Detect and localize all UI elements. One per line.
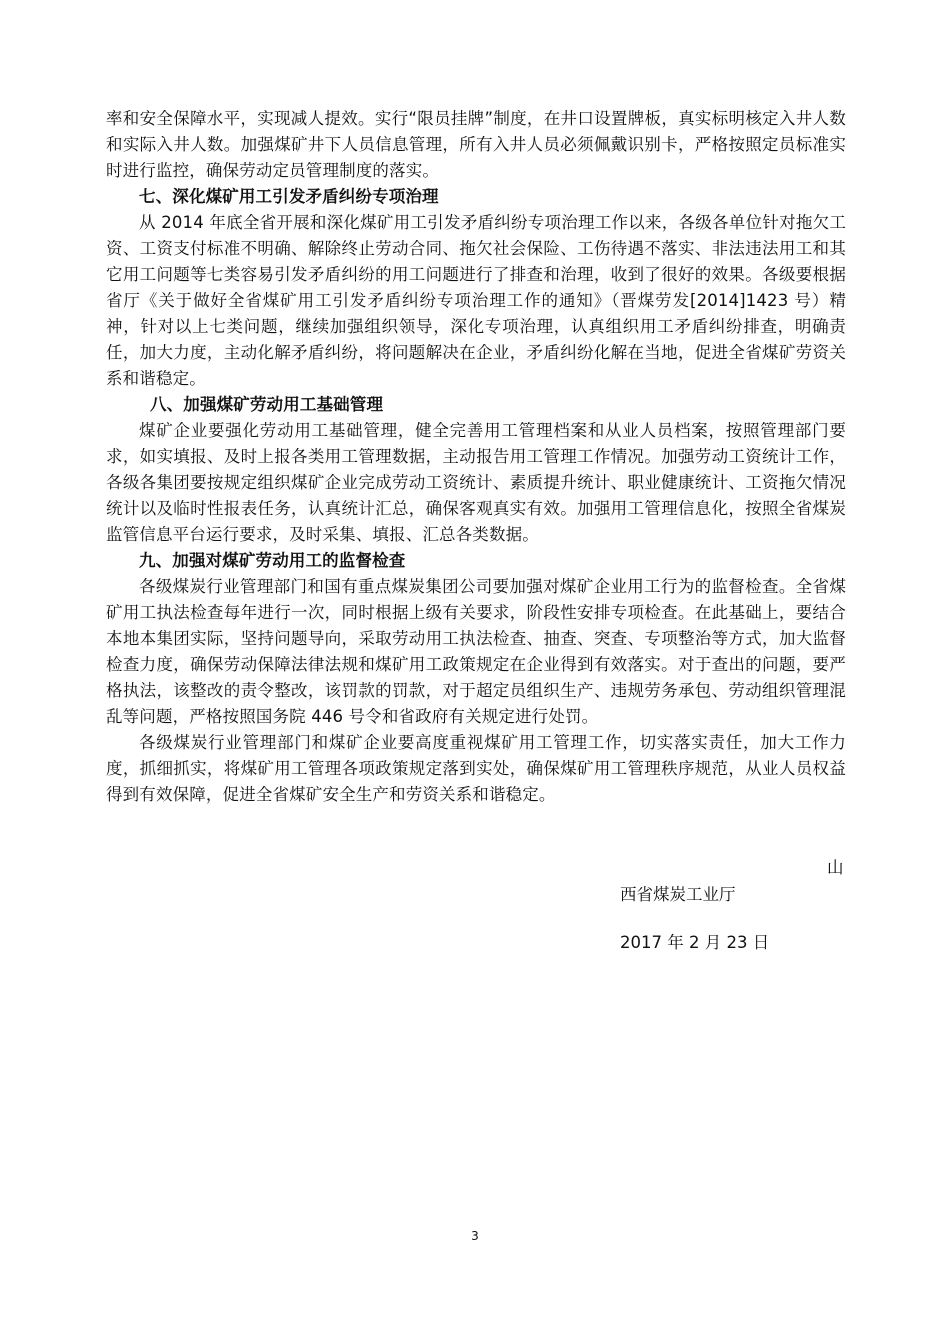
document-body — [106, 106, 846, 808]
section-heading-9: 九、加强对煤矿劳动用工的监督检查 — [139, 551, 406, 570]
signature-org-line1: 山 — [827, 858, 844, 877]
page-number: 3 — [471, 1229, 479, 1243]
signature-date: 2017 年 2 月 23 日 — [620, 933, 770, 952]
paragraph-section-8: 煤矿企业要强化劳动用工基础管理，健全完善用工管理档案和从业人员档案，按照管理部门要求，如实填报、及时上报各类用工管理数据，主动报告用工管理工作情况。加强劳动工资统计工作，各级各集团要按规定组织煤矿企业完成劳动工资统计、素质提升统计、职业健康统计、工资拖欠情况统计以及临时性报表任务，认真统计汇总，确保客观真实有效。加强用工管理信息化，按照全省煤炭监管信息平台运行要求，及时采集、填报、汇总各类数据。 — [106, 421, 846, 544]
paragraph-section-7: 从 2014 年底全省开展和深化煤矿用工引发矛盾纠纷专项治理工作以来，各级各单位针对拖欠工资、工资支付标准不明确、解除终止劳动合同、拖欠社会保险、工伤待遇不落实、非法违法用工和其它用工问题等七类容易引发矛盾纠纷的用工问题进行了排查和治理，收到了很好的效果。各级要根据省厅《关于做好全省煤矿用工引发矛盾纠纷专项治理工作的通知》（晋煤劳发[2014]1423 号）精神，针对以上七类问题，继续加强组织领导，深化专项治理，认真组织用工矛盾纠纷排查，明确责任，加大力度，主动化解矛盾纠纷，将问题解决在企业，矛盾纠纷化解在当地，促进全省煤矿劳资关系和谐稳定。 — [106, 213, 846, 388]
section-heading-8: 八、加强煤矿劳动用工基础管理 — [150, 395, 384, 414]
signature-org-line2: 西省煤炭工业厅 — [620, 885, 736, 904]
paragraph-section-9: 各级煤炭行业管理部门和国有重点煤炭集团公司要加强对煤矿企业用工行为的监督检查。全省煤矿用工执法检查每年进行一次，同时根据上级有关要求，阶段性安排专项检查。在此基础上，要结合本地本集团实际，坚持问题导向，采取劳动用工执法检查、抽查、突查、专项整治等方式，加大监督检查力度，确保劳动保障法律法规和煤矿用工政策规定在企业得到有效落实。对于查出的问题，要严格执法，该整改的责令整改，该罚款的罚款，对于超定员组织生产、违规劳务承包、劳动组织管理混乱等问题，严格按照国务院 446 号令和省政府有关规定进行处罚。 — [106, 577, 846, 726]
section-heading-7: 七、深化煤矿用工引发矛盾纠纷专项治理 — [139, 187, 439, 206]
paragraph-continuation: 率和安全保障水平，实现减人提效。实行“限员挂牌”制度，在井口设置牌板，真实标明核定入井人数和实际入井人数。加强煤矿井下人员信息管理，所有入井人员必须佩戴识别卡，严格按照定员标准实时进行监控，确保劳动定员管理制度的落实。 — [106, 109, 846, 180]
paragraph-closing: 各级煤炭行业管理部门和煤矿企业要高度重视煤矿用工管理工作，切实落实责任，加大工作力度，抓细抓实，将煤矿用工管理各项政策规定落到实处，确保煤矿用工管理秩序规范，从业人员权益得到有效保障，促进全省煤矿安全生产和劳资关系和谐稳定。 — [106, 733, 846, 804]
